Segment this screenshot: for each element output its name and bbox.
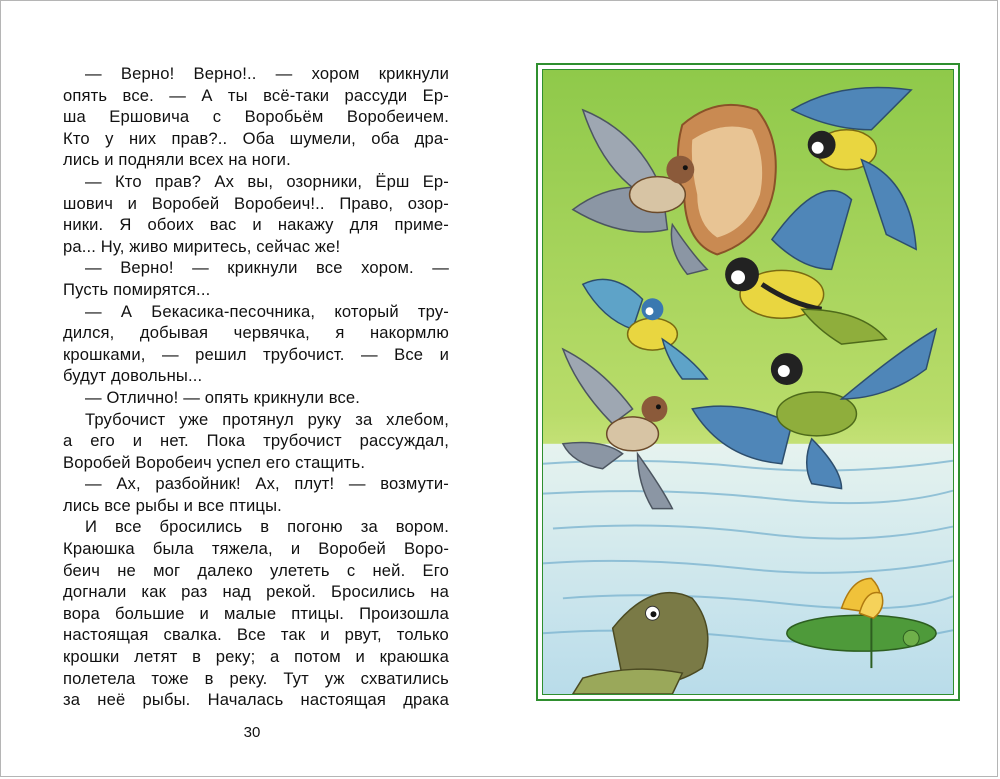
text-line xyxy=(63,236,449,258)
word: крикнули xyxy=(378,64,449,83)
word: и xyxy=(439,344,449,364)
word: Воробей xyxy=(318,539,386,559)
word: — xyxy=(85,64,102,83)
text-line xyxy=(63,516,449,538)
word: опять xyxy=(63,85,108,105)
text-line xyxy=(63,344,449,366)
word: озорники, xyxy=(286,171,363,191)
word: протянул xyxy=(222,409,294,429)
word: хором xyxy=(311,64,360,83)
illustration xyxy=(542,69,954,695)
word: все. xyxy=(122,85,154,105)
text-line xyxy=(63,430,449,452)
word: свалка. xyxy=(163,625,222,645)
word: них xyxy=(128,128,157,148)
text-line xyxy=(63,106,449,128)
word: как xyxy=(141,582,166,602)
text-line xyxy=(63,452,449,474)
word: тоже xyxy=(151,668,189,688)
word: схватились xyxy=(360,668,449,688)
word: рекой. xyxy=(266,582,316,602)
word: Кто xyxy=(114,171,142,191)
word: который xyxy=(334,301,399,321)
word: Все xyxy=(394,344,424,364)
word: накажу xyxy=(277,215,334,235)
word: хором. xyxy=(361,258,414,278)
text-line xyxy=(63,149,449,171)
word: настоящая xyxy=(300,690,387,710)
word: ты xyxy=(227,85,248,105)
word: крошки xyxy=(63,647,120,667)
word: крошками, xyxy=(63,344,146,364)
word: Его xyxy=(422,560,449,580)
word: уж xyxy=(324,668,345,688)
word: накормлю xyxy=(369,323,449,343)
word: ша xyxy=(63,107,86,127)
word: для xyxy=(349,215,379,235)
word: погоню xyxy=(287,517,343,537)
word: червячка, xyxy=(233,323,310,343)
word: мог xyxy=(153,560,181,580)
word: и xyxy=(199,603,209,623)
word: догнали xyxy=(63,582,127,602)
word: драка xyxy=(403,690,449,710)
text-line xyxy=(63,214,449,236)
word: потом xyxy=(294,647,341,667)
word: за xyxy=(63,690,81,710)
word: — xyxy=(85,301,102,321)
birds-over-river-illustration xyxy=(543,70,953,694)
word: Ах, xyxy=(255,474,280,494)
word: тру- xyxy=(417,301,449,321)
word: Воробеичем. xyxy=(346,107,449,127)
word: И xyxy=(85,517,98,537)
word: за xyxy=(355,409,373,429)
text-line xyxy=(63,63,449,85)
word: решил xyxy=(195,344,247,364)
word: дился, xyxy=(63,323,115,343)
word: в xyxy=(260,517,270,537)
word: Ёрш xyxy=(375,171,410,191)
word: все xyxy=(316,258,343,278)
word: Верно! xyxy=(120,64,175,83)
word: разбойник! xyxy=(155,474,241,494)
word: нет. xyxy=(160,431,189,451)
text-line-content: Пусть помирятся... xyxy=(63,279,211,299)
text-line xyxy=(63,538,449,560)
word: у xyxy=(105,128,114,148)
word: я xyxy=(335,323,345,343)
text-line-content: лись и подняли всех на ноги. xyxy=(63,150,291,170)
word: А xyxy=(201,85,213,105)
text-line xyxy=(63,193,449,215)
text-line xyxy=(63,301,449,323)
word: Бекасика-песочника, xyxy=(151,301,316,321)
word: руку xyxy=(307,409,342,429)
word: на xyxy=(430,582,449,602)
word: над xyxy=(222,582,251,602)
word: Тут xyxy=(283,668,309,688)
word: вы, xyxy=(247,171,274,191)
word: а xyxy=(63,431,73,451)
word: птицы. xyxy=(291,603,345,623)
word: приме- xyxy=(394,215,449,235)
word: не xyxy=(117,560,136,580)
word: Трубочист xyxy=(85,409,166,429)
text-line xyxy=(63,668,449,690)
word: ней. xyxy=(372,560,406,580)
word: Пока xyxy=(206,431,246,451)
word: неё xyxy=(97,690,126,710)
text-line xyxy=(63,646,449,668)
word: бросились xyxy=(159,517,243,537)
word: с xyxy=(346,560,356,580)
word: большие xyxy=(114,603,185,623)
word: — xyxy=(432,258,449,278)
text-line xyxy=(63,560,449,582)
text-line xyxy=(63,495,449,517)
word: с xyxy=(212,107,222,127)
illustration-frame xyxy=(536,63,960,701)
word: возмути- xyxy=(380,474,449,494)
word: в xyxy=(192,647,202,667)
word: Ах xyxy=(214,171,235,191)
word: Краюшка xyxy=(63,539,135,559)
word: настоящая xyxy=(63,625,149,645)
word: краюшка xyxy=(379,647,449,667)
word: беич xyxy=(63,560,101,580)
text-line xyxy=(63,473,449,495)
text-line-content: будут довольны... xyxy=(63,366,203,386)
word: хлебом, xyxy=(386,409,449,429)
word: и xyxy=(132,431,143,451)
word: Ершовича xyxy=(109,107,190,127)
word: улететь xyxy=(270,560,330,580)
word: дра- xyxy=(414,128,449,148)
text-line xyxy=(63,603,449,625)
text-line-content: ра... Ну, живо миритесь, сейчас же! xyxy=(63,236,341,256)
word: трубочист. xyxy=(262,344,345,364)
word: рассуждал, xyxy=(359,431,449,451)
word: Воробей xyxy=(151,193,220,213)
word: всё-таки xyxy=(263,85,330,105)
word: вас xyxy=(209,215,237,235)
word: добывая xyxy=(139,323,209,343)
word: за xyxy=(360,517,378,537)
word: раз xyxy=(181,582,208,602)
word: Началась xyxy=(207,690,284,710)
word: рыбы. xyxy=(142,690,191,710)
word: и xyxy=(290,539,301,559)
word: и xyxy=(320,625,330,645)
word: Верно!.. xyxy=(193,64,257,83)
word: летят xyxy=(134,647,178,667)
word: Бросились xyxy=(331,582,416,602)
text-line xyxy=(63,171,449,193)
word: — xyxy=(85,474,102,494)
word: и xyxy=(355,647,365,667)
word: Воро- xyxy=(403,539,449,559)
word: крикнули xyxy=(227,258,298,278)
word: Все xyxy=(236,625,266,645)
word: далеко xyxy=(197,560,253,580)
text-line xyxy=(63,624,449,646)
word: — xyxy=(348,474,366,494)
text-line xyxy=(63,689,449,711)
word: тяжела, xyxy=(211,539,273,559)
text-line xyxy=(63,257,449,279)
word: и xyxy=(252,215,262,235)
word: — xyxy=(275,64,293,83)
word: Произошла xyxy=(359,603,449,623)
word: — xyxy=(192,258,209,278)
word: обоих xyxy=(147,215,194,235)
text-line xyxy=(63,279,449,301)
word: Ер- xyxy=(422,85,449,105)
text-line xyxy=(63,581,449,603)
text-line xyxy=(63,387,449,409)
word: и xyxy=(127,193,138,213)
word: Право, xyxy=(339,193,394,213)
word: А xyxy=(120,301,133,321)
text-line xyxy=(63,409,449,431)
word: Кто xyxy=(63,128,90,148)
word: в xyxy=(204,668,214,688)
word: Воробеич!.. xyxy=(234,193,325,213)
text-line-content: — Отлично! — опять крикнули все. xyxy=(85,387,361,407)
page-number: 30 xyxy=(243,724,261,741)
text-line xyxy=(63,128,449,150)
word: шумели, xyxy=(289,128,356,148)
word: реку; xyxy=(215,647,256,667)
word: была xyxy=(152,539,194,559)
word: Воробьём xyxy=(244,107,324,127)
word: Верно! xyxy=(120,258,174,278)
word: только xyxy=(396,625,449,645)
word: Оба xyxy=(242,128,275,148)
word: шович xyxy=(63,193,114,213)
word: реку. xyxy=(229,668,268,688)
word: а xyxy=(270,647,280,667)
left-page-text xyxy=(63,63,449,711)
word: — xyxy=(360,344,378,364)
word: уже xyxy=(179,409,209,429)
word: Я xyxy=(119,215,132,235)
word: озор- xyxy=(407,193,449,213)
word: рвут, xyxy=(344,625,382,645)
word: плут! xyxy=(294,474,335,494)
word: вора xyxy=(63,603,100,623)
word: так xyxy=(280,625,306,645)
word: рассуди xyxy=(344,85,408,105)
text-line xyxy=(63,322,449,344)
text-line xyxy=(63,365,449,387)
word: полетела xyxy=(63,668,136,688)
word: — xyxy=(161,344,179,364)
text-line-content: лись все рыбы и все птицы. xyxy=(63,495,282,515)
word: Ах, xyxy=(116,474,141,494)
text-line xyxy=(63,85,449,107)
word: — xyxy=(169,85,187,105)
word: оба xyxy=(371,128,400,148)
word: прав?.. xyxy=(171,128,228,148)
word: его xyxy=(90,431,115,451)
word: малые xyxy=(224,603,277,623)
word: — xyxy=(85,171,102,191)
word: ники. xyxy=(63,215,104,235)
word: — xyxy=(85,258,102,278)
word: трубочист xyxy=(263,431,342,451)
word: все xyxy=(115,517,142,537)
text-line-content: Воробей Воробеич успел его стащить. xyxy=(63,452,366,472)
word: вором. xyxy=(395,517,449,537)
word: Ер- xyxy=(422,171,449,191)
word: прав? xyxy=(154,171,202,191)
